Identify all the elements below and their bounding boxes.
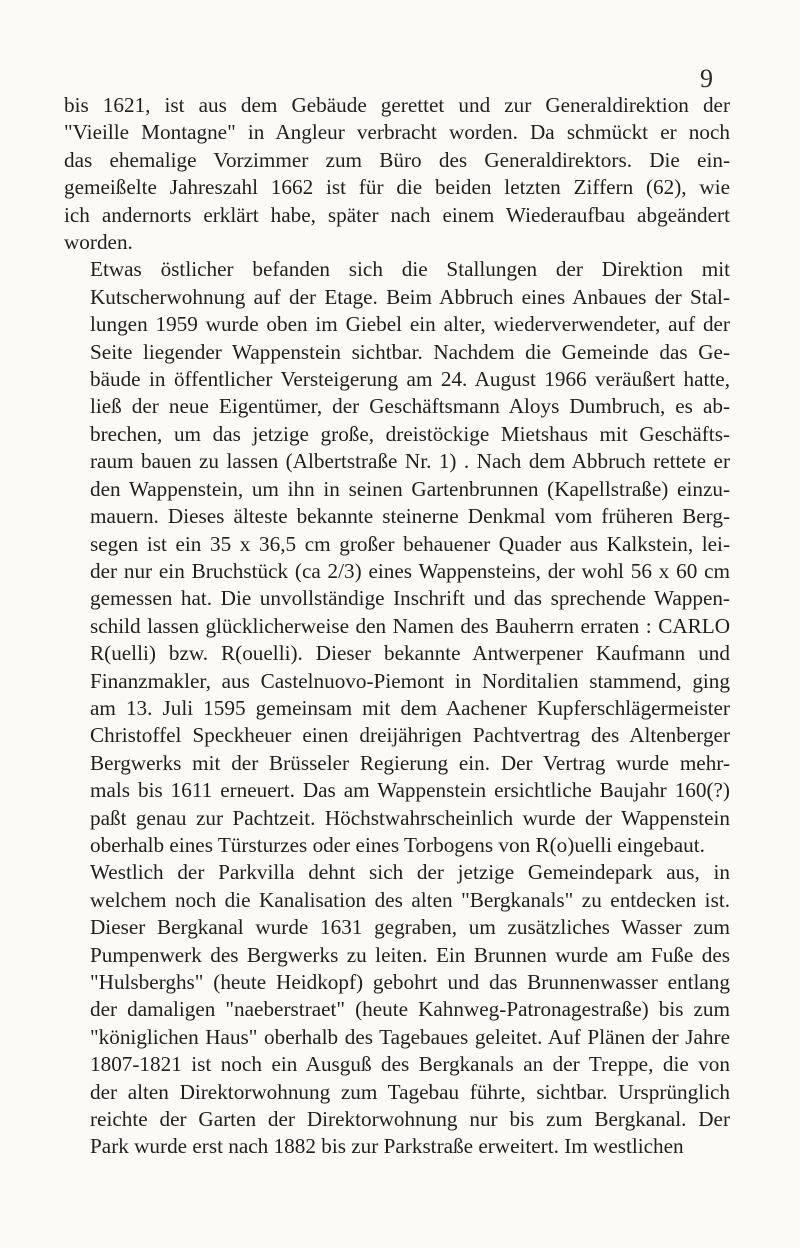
text-line: Bergwerks mit der Brüsseler Regierung ein. Der Vertrag wurde mehr- bbox=[90, 750, 730, 775]
body-text bbox=[64, 92, 730, 1161]
text-line: lungen 1959 wurde oben im Giebel ein alter, wiederverwendeter, auf der bbox=[90, 312, 730, 337]
text-line: den Wappenstein, um ihn in seinen Gartenbrunnen (Kapellstraße) einzu- bbox=[90, 476, 730, 501]
paragraph bbox=[64, 859, 730, 1160]
text-line: Finanzmakler, aus Castelnuovo-Piemont in Norditalien stammend, ging bbox=[90, 668, 730, 693]
text-line: bis 1621, ist aus dem Gebäude gerettet und zur Generaldirektion der bbox=[64, 93, 730, 117]
text-line: raum bauen zu lassen (Albertstraße Nr. 1) . Nach dem Abbruch rettete er bbox=[90, 449, 730, 474]
text-line: "Hulsberghs" (heute Heidkopf) gebohrt und das Brunnenwasser entlang bbox=[90, 970, 730, 994]
text-line: R(uelli) bzw. R(ouelli). Dieser bekannte Antwerpener Kaufmann und bbox=[90, 641, 730, 666]
text-line: segen ist ein 35 x 36,5 cm großer behauener Quader aus Kalkstein, lei- bbox=[90, 531, 730, 556]
text-line: Christoffel Speckheuer einen dreijährigen Pachtvertrag des Altenberger bbox=[90, 723, 730, 748]
text-line: schild lassen glücklicherweise den Namen des Bauherrn erraten : CARLO bbox=[90, 613, 730, 638]
text-line: Etwas östlicher befanden sich die Stallungen der Direktion mit bbox=[90, 257, 730, 282]
text-line: paßt genau zur Pachtzeit. Höchstwahrscheinlich wurde der Wappenstein bbox=[90, 805, 730, 830]
paragraph bbox=[64, 92, 730, 256]
text-line: welchem noch die Kanalisation des alten "Bergkanals" zu entdecken ist. bbox=[90, 887, 730, 912]
text-line: das ehemalige Vorzimmer zum Büro des Generaldirektors. Die ein- bbox=[64, 147, 730, 172]
text-line: gemessen hat. Die unvollständige Inschrift und das sprechende Wappen- bbox=[90, 586, 730, 611]
text-line: mauern. Dieses älteste bekannte steinerne Denkmal vom früheren Berg- bbox=[90, 504, 730, 529]
text-line: der nur ein Bruchstück (ca 2/3) eines Wappensteins, der wohl 56 x 60 cm bbox=[90, 558, 730, 583]
text-line: brechen, um das jetzige große, dreistöckige Mietshaus mit Geschäfts- bbox=[90, 421, 730, 446]
text-line: Pumpenwerk des Bergwerks zu leiten. Ein Brunnen wurde am Fuße des bbox=[90, 942, 730, 967]
text-line: reichte der Garten der Direktorwohnung nur bis zum Bergkanal. Der bbox=[90, 1107, 730, 1132]
text-line: der damaligen "naeberstraet" (heute Kahnweg-Patronagestraße) bis zum bbox=[90, 997, 730, 1022]
text-line: ich andernorts erklärt habe, später nach einem Wiederaufbau abgeändert bbox=[64, 202, 730, 227]
text-line: oberhalb eines Türsturzes oder eines Torbogens von R(o)uelli eingebaut. bbox=[90, 832, 705, 857]
text-line: "königlichen Haus" oberhalb des Tagebaues geleitet. Auf Plänen der Jahre bbox=[90, 1024, 730, 1049]
text-line: ließ der neue Eigentümer, der Geschäftsmann Aloys Dumbruch, es ab- bbox=[90, 394, 730, 419]
text-line: Seite liegender Wappenstein sichtbar. Nachdem die Gemeinde das Ge- bbox=[90, 339, 730, 364]
text-line: 1807-1821 ist noch ein Ausguß des Bergkanals an der Treppe, die von bbox=[90, 1052, 730, 1077]
text-line: worden. bbox=[64, 230, 133, 255]
text-line: Westlich der Parkvilla dehnt sich der jetzige Gemeindepark aus, in bbox=[90, 860, 730, 885]
page-number: 9 bbox=[700, 64, 713, 93]
text-line: "Vieille Montagne" in Angleur verbracht worden. Da schmückt er noch bbox=[64, 120, 730, 145]
text-line: bäude in öffentlicher Versteigerung am 24. August 1966 veräußert hatte, bbox=[90, 367, 730, 392]
text-line: der alten Direktorwohnung zum Tagebau führte, sichtbar. Ursprünglich bbox=[90, 1079, 730, 1104]
text-line: Park wurde erst nach 1882 bis zur Parkstraße erweitert. Im westlichen bbox=[90, 1134, 684, 1159]
text-line: Dieser Bergkanal wurde 1631 gegraben, um zusätzliches Wasser zum bbox=[90, 915, 730, 940]
text-line: gemeißelte Jahreszahl 1662 ist für die beiden letzten Ziffern (62), wie bbox=[64, 175, 730, 200]
paragraph bbox=[64, 256, 730, 859]
text-line: mals bis 1611 erneuert. Das am Wappenstein ersichtliche Baujahr 160(?) bbox=[90, 778, 730, 803]
text-line: am 13. Juli 1595 gemeinsam mit dem Aachener Kupferschlägermeister bbox=[90, 695, 730, 720]
text-line: Kutscherwohnung auf der Etage. Beim Abbruch eines Anbaues der Stal- bbox=[90, 284, 730, 309]
